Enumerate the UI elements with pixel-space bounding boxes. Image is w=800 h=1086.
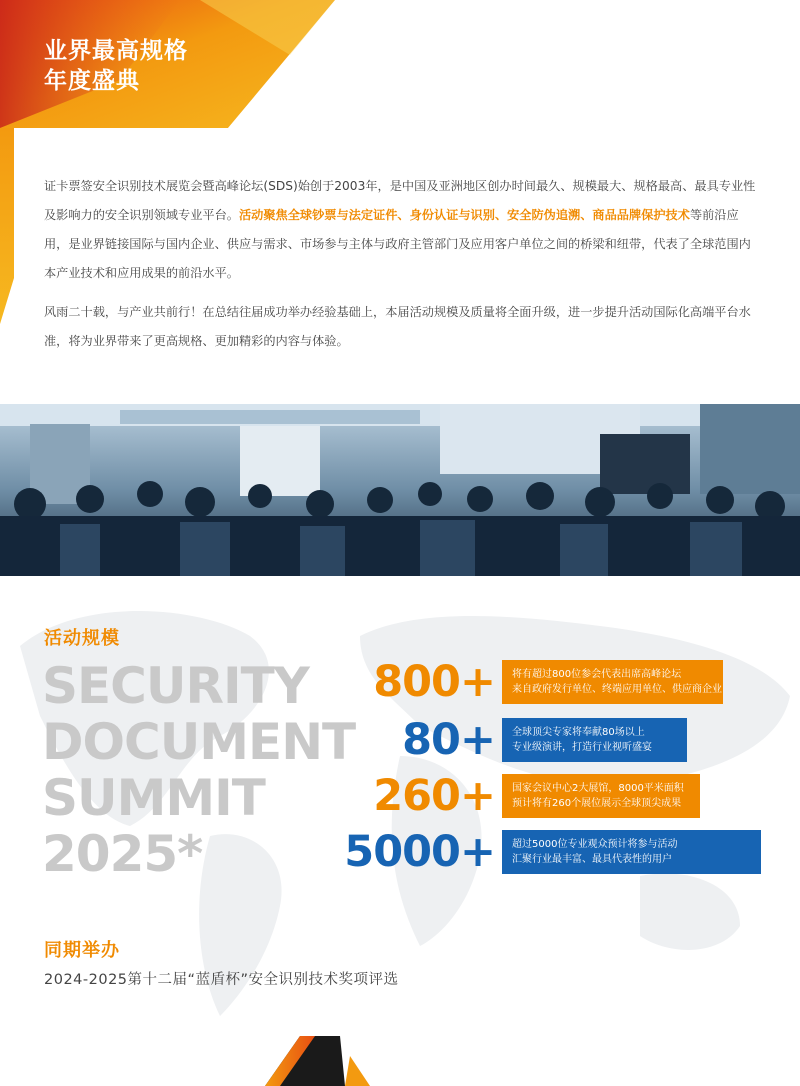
concurrent-heading: 同期举办 bbox=[44, 940, 120, 961]
summit-title-line-1: SECURITY bbox=[42, 657, 309, 715]
intro-text bbox=[44, 172, 756, 356]
stat-description-line-1: 超过5000位专业观众预计将参与活动 bbox=[512, 839, 678, 850]
summit-title-line-4: 2025* bbox=[42, 825, 203, 883]
stat-description-line-1: 将有超过800位参会代表出席高峰论坛 bbox=[512, 669, 682, 680]
summit-title-line-3: SUMMIT bbox=[42, 769, 265, 827]
exhibition-crowd-photo bbox=[0, 404, 800, 576]
stat-description-box bbox=[502, 660, 723, 704]
stat-description-line-1: 全球顶尖专家将奉献80场以上 bbox=[512, 727, 645, 738]
banner-title bbox=[44, 36, 188, 96]
stat-number: 5000+ bbox=[344, 827, 495, 877]
intro-text-part-1: 证卡票签安全识别技术展览会暨高峰论坛(SDS)始创于2003年，是中国及亚洲地区创办时间最久、规模最大、规格最高、最具专业性及影响力的安全识别领域专业平台。 bbox=[44, 179, 756, 222]
stat-row-participants bbox=[340, 658, 800, 706]
stat-description-box bbox=[502, 830, 761, 874]
stat-number: 80+ bbox=[402, 715, 495, 765]
concurrent-event-text: 2024-2025第十二届“蓝盾杯”安全识别技术奖项评选 bbox=[44, 972, 399, 988]
intro-paragraph-2: 风雨二十载，与产业共前行！在总结往届成功举办经验基础上，本届活动规模及质量将全面升级，进一步提升活动国际化高端平台水准，将为业界带来了更高规格、更加精彩的内容与体验。 bbox=[44, 305, 751, 348]
summit-title bbox=[42, 658, 372, 882]
footer-decoration bbox=[0, 1036, 800, 1086]
stat-row-speeches bbox=[340, 716, 800, 764]
stat-description-line-2: 来自政府发行单位、终端应用单位、供应商企业 bbox=[512, 684, 722, 695]
intro-text-part-2: 等前沿应用，是业界链接国际与国内企业、供应与需求、市场参与主体与政府主管部门及应用客户单位之间的桥梁和纽带，代表了全球范围内本产业技术和应用成果的前沿水平。 bbox=[44, 208, 751, 280]
stat-description-box bbox=[502, 774, 700, 818]
stat-number: 800+ bbox=[373, 657, 495, 707]
stat-description-line-2: 专业级演讲，打造行业视听盛宴 bbox=[512, 742, 652, 753]
stat-description-line-2: 汇聚行业最丰富、最具代表性的用户 bbox=[512, 854, 672, 865]
scale-heading: 活动规模 bbox=[44, 628, 120, 649]
stat-description-box bbox=[502, 718, 687, 762]
stat-row-visitors bbox=[340, 828, 800, 876]
intro-highlight: 活动聚焦全球钞票与法定证件、身份认证与识别、安全防伪追溯、商品品牌保护技术 bbox=[239, 208, 690, 222]
banner-title-line-2: 年度盛典 bbox=[44, 68, 140, 94]
stat-description-line-2: 预计将有260个展位展示全球顶尖成果 bbox=[512, 798, 682, 809]
intro-paragraph-1 bbox=[44, 172, 756, 288]
banner-title-line-1: 业界最高规格 bbox=[44, 38, 188, 64]
left-accent-strip bbox=[0, 128, 14, 324]
stat-row-booths bbox=[340, 772, 800, 820]
stat-number: 260+ bbox=[373, 771, 495, 821]
summit-title-line-2: DOCUMENT bbox=[42, 713, 356, 771]
stat-description-line-1: 国家会议中心2大展馆，8000平米面积 bbox=[512, 783, 684, 794]
